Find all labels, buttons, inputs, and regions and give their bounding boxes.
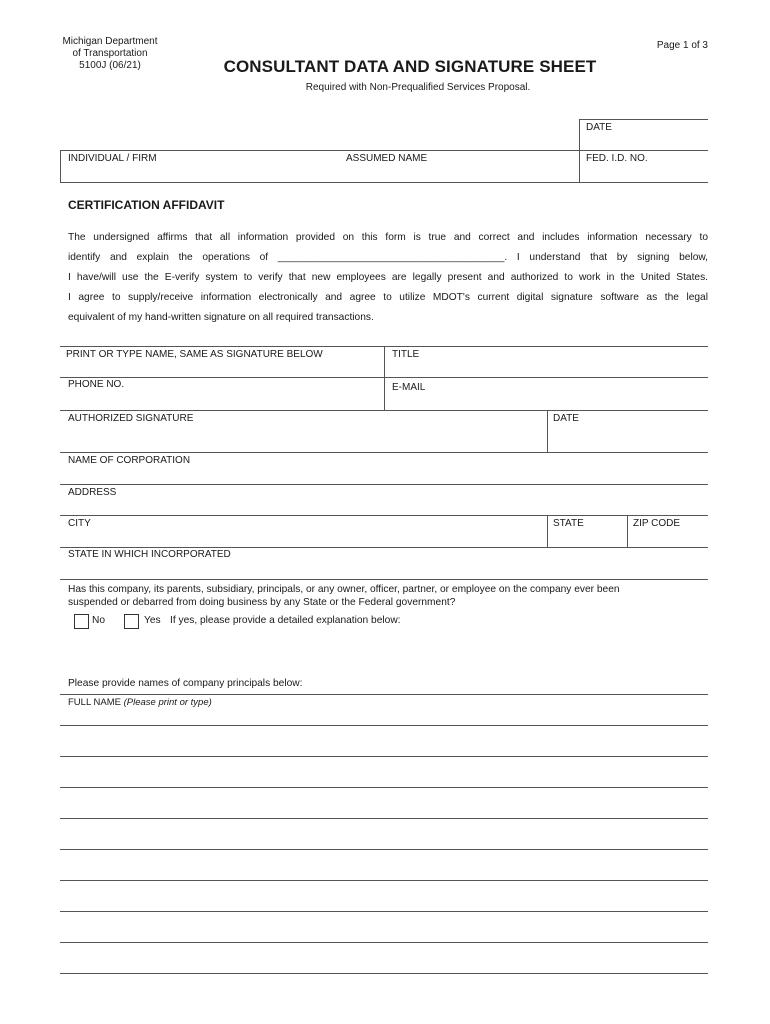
assumed-name-field[interactable]: ASSUMED NAME (346, 153, 428, 164)
signature-row-top-rule (60, 410, 708, 411)
principal-name-line[interactable] (60, 787, 708, 788)
no-checkbox-label: No (92, 615, 106, 626)
state-field[interactable]: STATE (553, 518, 584, 529)
fed-id-field[interactable]: FED. I.D. NO. (586, 153, 648, 164)
title-field[interactable]: TITLE (392, 349, 420, 360)
city-state-divider (547, 515, 548, 547)
title-email-divider (384, 346, 385, 410)
city-field[interactable]: CITY (68, 518, 91, 529)
affidavit-line: I have/will use the E-verify system to verify that new employees are legally present and authorized to work in the United States. (68, 272, 708, 283)
affidavit-line: I agree to supply/receive information electronically and agree to utilize MDOT's current digital signature software as the legal (68, 292, 708, 303)
certification-heading: CERTIFICATION AFFIDAVIT (68, 198, 225, 212)
no-checkbox[interactable] (74, 614, 89, 629)
page-number: Page 1 of 3 (656, 40, 708, 51)
principal-name-line[interactable] (60, 725, 708, 726)
debarment-question (68, 583, 708, 609)
address-row-top-rule (60, 484, 708, 485)
affidavit-line: identify and explain the operations of ________________________________________. I understand that by signing below, (68, 252, 708, 263)
affidavit-line: The undersigned affirms that all information provided on this form is true and correct and includes information necessary to (68, 232, 708, 243)
form-number: 5100J (06/21) (79, 60, 141, 71)
firm-row-top-rule (60, 150, 708, 151)
date-field-label[interactable]: DATE (586, 122, 612, 133)
phone-field[interactable]: PHONE NO. (68, 379, 125, 390)
principals-prompt: Please provide names of company principals below: (68, 678, 303, 689)
affidavit-line: equivalent of my hand-written signature on all required transactions. (68, 312, 374, 323)
principal-name-line[interactable] (60, 942, 708, 943)
principal-name-line[interactable] (60, 880, 708, 881)
individual-firm-field[interactable]: INDIVIDUAL / FIRM (68, 153, 157, 164)
firm-row-bottom-rule (60, 182, 708, 183)
signature-date-field[interactable]: DATE (553, 413, 579, 424)
yes-checkbox-label: Yes (144, 615, 161, 626)
debarment-question-line2: suspended or debarred from doing business by any State or the Federal government? (68, 597, 456, 608)
agency-name-line2: of Transportation (72, 48, 148, 59)
principal-name-line[interactable] (60, 911, 708, 912)
signature-date-divider (547, 410, 548, 452)
form-subtitle: Required with Non-Prequalified Services Proposal. (305, 82, 531, 93)
explanation-instruction: If yes, please provide a detailed explanation below: (170, 615, 401, 626)
yes-checkbox[interactable] (124, 614, 139, 629)
corporation-row-top-rule (60, 452, 708, 453)
principal-name-line[interactable] (60, 756, 708, 757)
corporation-name-field[interactable]: NAME OF CORPORATION (68, 455, 191, 466)
full-name-label: FULL NAME (68, 697, 121, 708)
full-name-hint: (Please print or type) (123, 697, 212, 708)
debarment-question-line1: Has this company, its parents, subsidiary, principals, or any owner, officer, partner, or employee on the company ever been (68, 584, 620, 595)
principal-name-line[interactable] (60, 973, 708, 974)
email-field[interactable]: E-MAIL (392, 382, 426, 393)
affidavit-text (68, 228, 708, 328)
principals-top-rule (60, 694, 708, 695)
state-incorporated-field[interactable]: STATE IN WHICH INCORPORATED (68, 549, 231, 560)
authorized-signature-field[interactable]: AUTHORIZED SIGNATURE (68, 413, 194, 424)
full-name-column-label (68, 697, 212, 708)
city-row-top-rule (60, 515, 708, 516)
signature-block-bottom-rule (60, 579, 708, 580)
incorporated-row-top-rule (60, 547, 708, 548)
state-zip-divider (627, 515, 628, 547)
form-title: CONSULTANT DATA AND SIGNATURE SHEET (223, 57, 597, 76)
address-field[interactable]: ADDRESS (68, 487, 117, 498)
principal-name-line[interactable] (60, 818, 708, 819)
print-name-field[interactable]: PRINT OR TYPE NAME, SAME AS SIGNATURE BELOW (66, 349, 323, 360)
principal-name-line[interactable] (60, 849, 708, 850)
date-field-top-rule (580, 119, 708, 120)
firm-row-left-rule (60, 150, 61, 182)
agency-name-line1: Michigan Department (62, 36, 158, 47)
zip-code-field[interactable]: ZIP CODE (633, 518, 681, 529)
